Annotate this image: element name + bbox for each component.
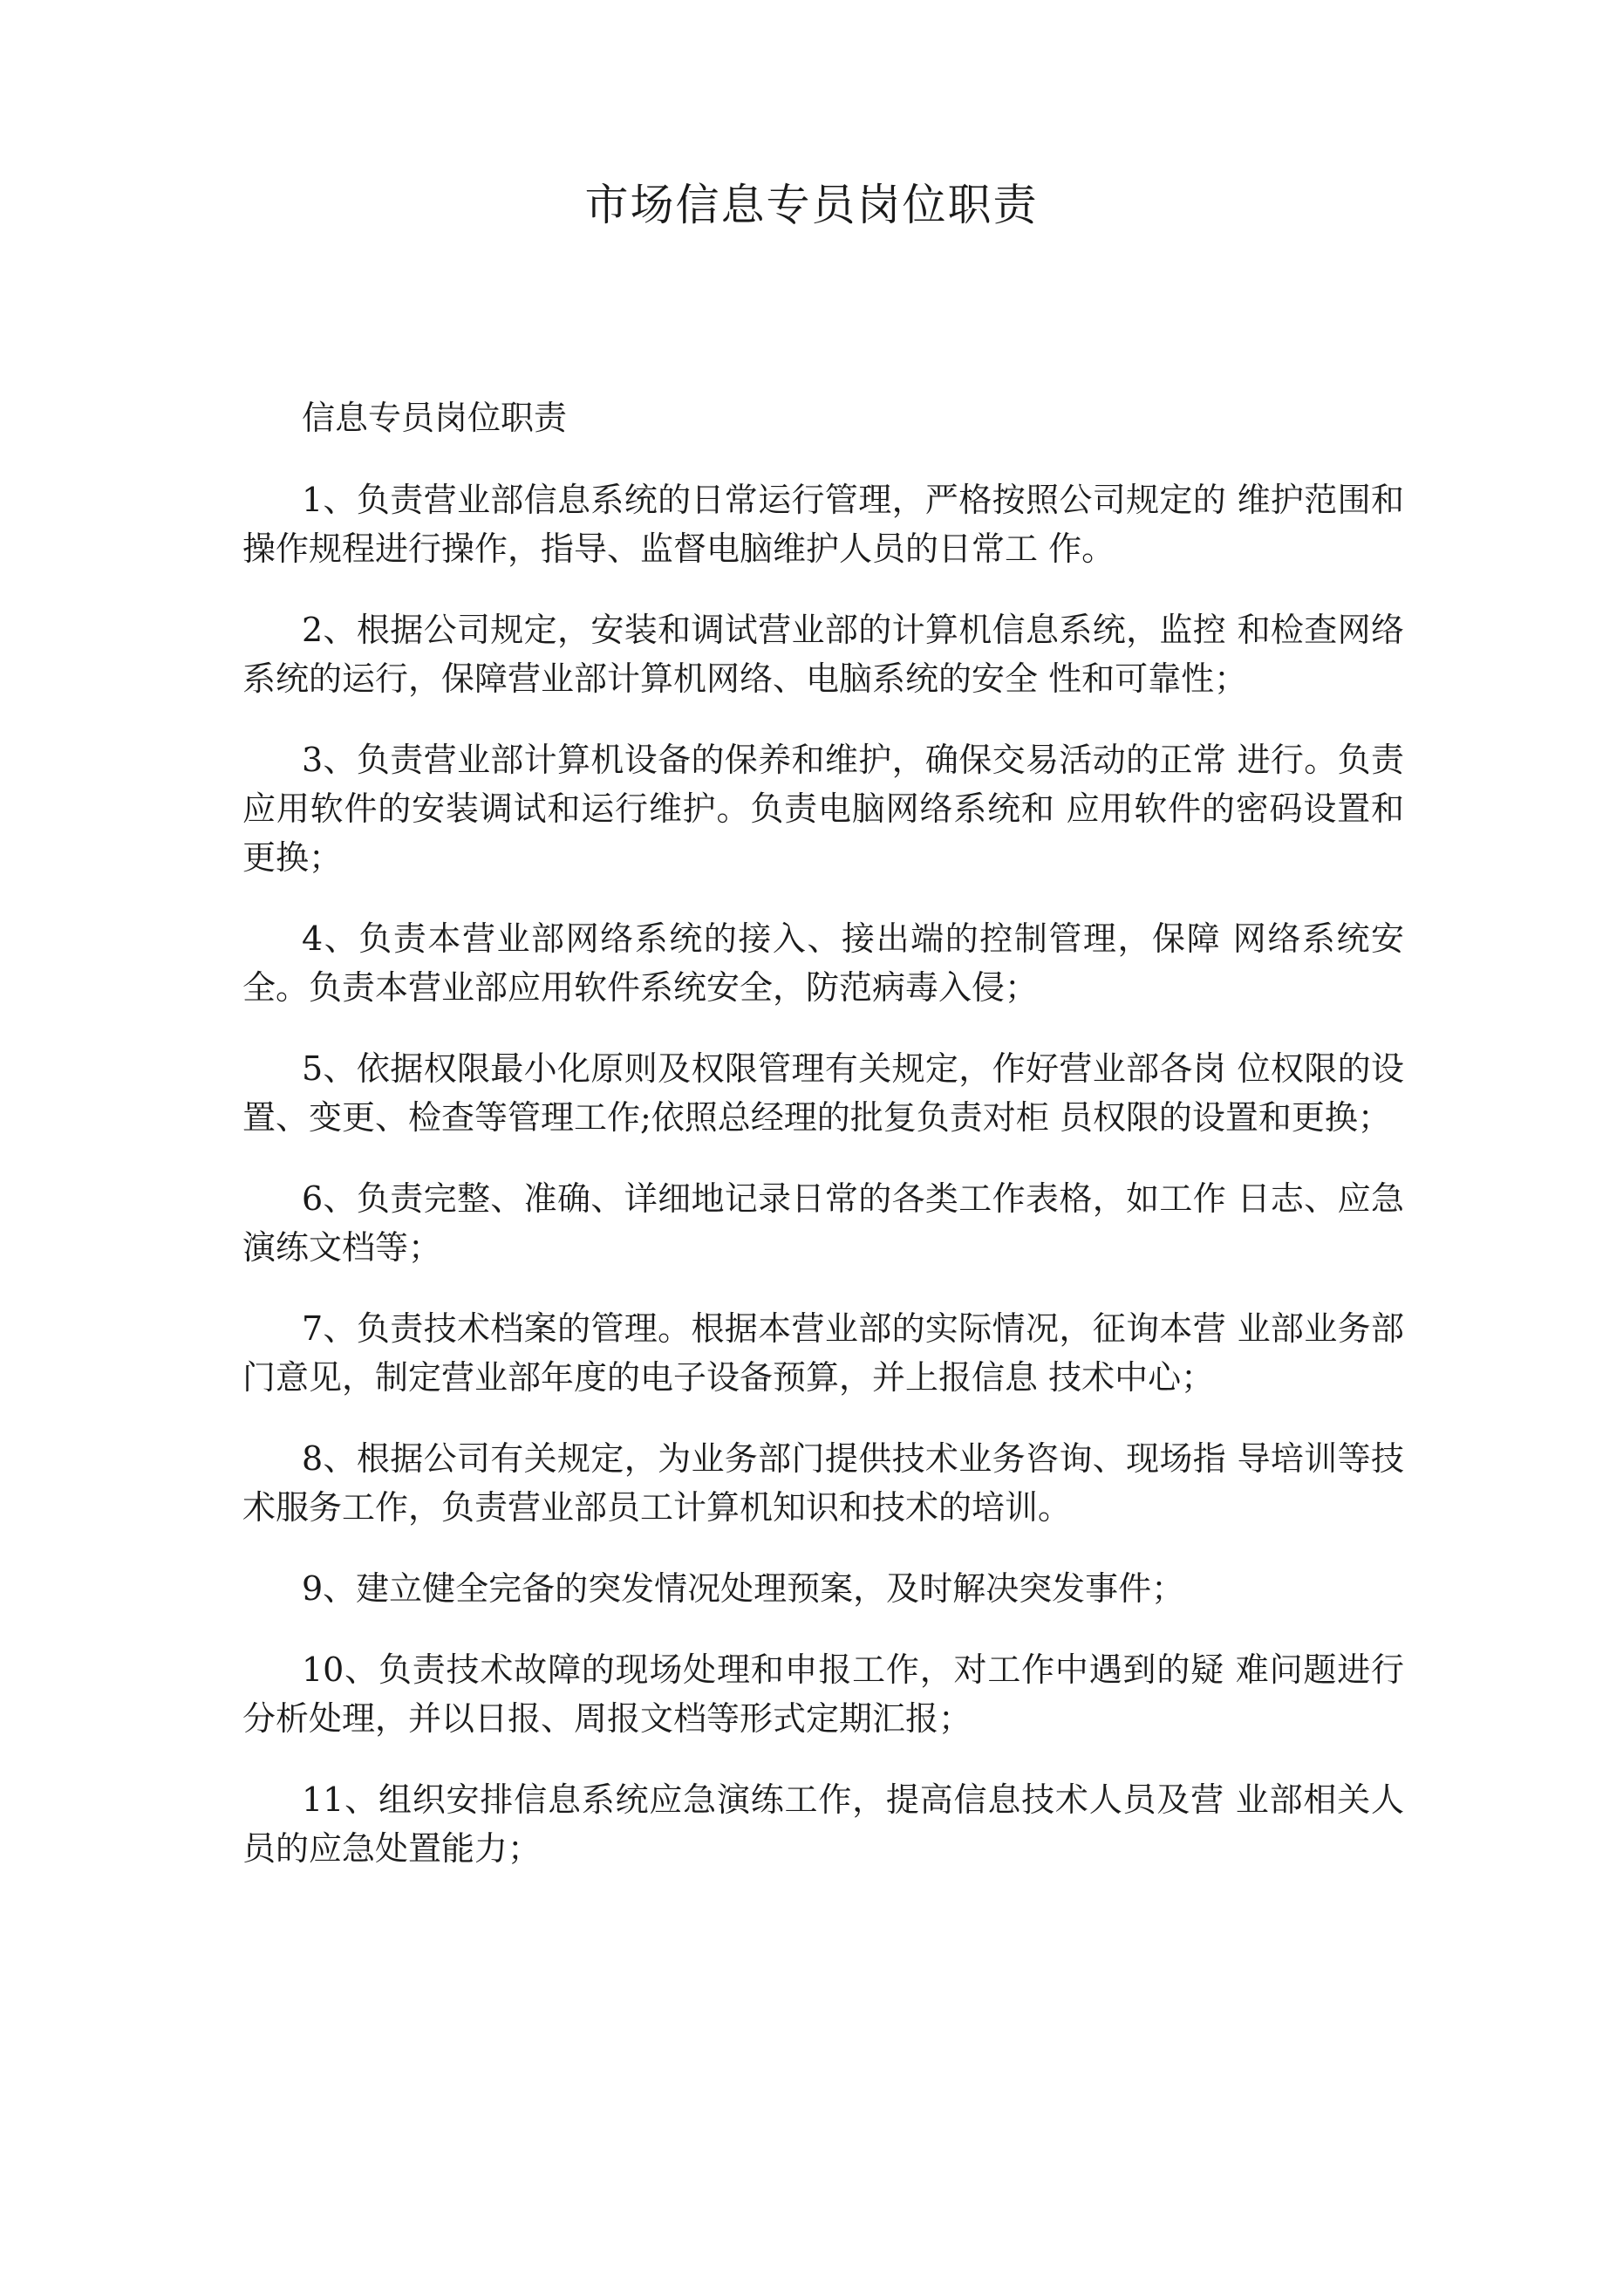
duty-item-6: 6、负责完整、准确、详细地记录日常的各类工作表格，如工作 日志、应急演练文档等； bbox=[242, 1179, 1404, 1267]
duty-item-10: 10、负责技术故障的现场处理和申报工作，对工作中遇到的疑 难问题进行分析处理，并以日报、周报文档等形式定期汇报； bbox=[242, 1650, 1404, 1738]
duty-item-7: 7、负责技术档案的管理。根据本营业部的实际情况，征询本营 业部业务部门意见，制定营业部年度的电子设备预算，并上报信息 技术中心； bbox=[242, 1309, 1404, 1397]
duty-item-4: 4、负责本营业部网络系统的接入、接出端的控制管理，保障 网络系统安全。负责本营业部应用软件系统安全，防范病毒入侵； bbox=[242, 919, 1404, 1007]
duty-item-8: 8、根据公司有关规定，为业务部门提供技术业务咨询、现场指 导培训等技术服务工作，负责营业部员工计算机知识和技术的培训。 bbox=[242, 1439, 1404, 1527]
duty-item-5: 5、依据权限最小化原则及权限管理有关规定，作好营业部各岗 位权限的设置、变更、检查等管理工作;依照总经理的批复负责对柜 员权限的设置和更换； bbox=[242, 1049, 1404, 1137]
section-heading: 信息专员岗位职责 bbox=[302, 399, 568, 437]
duty-item-9: 9、建立健全完备的突发情况处理预案，及时解决突发事件； bbox=[302, 1569, 1185, 1608]
document-title: 市场信息专员岗位职责 bbox=[584, 180, 1039, 230]
duty-item-1: 1、负责营业部信息系统的日常运行管理，严格按照公司规定的 维护范围和操作规程进行操作，指导、监督电脑维护人员的日常工 作。 bbox=[242, 481, 1404, 568]
duty-item-2: 2、根据公司规定，安装和调试营业部的计算机信息系统，监控 和检查网络系统的运行，保障营业部计算机网络、电脑系统的安全 性和可靠性； bbox=[242, 611, 1404, 698]
document-body bbox=[242, 393, 1404, 1905]
duty-item-3: 3、负责营业部计算机设备的保养和维护，确保交易活动的正常 进行。负责应用软件的安装调试和运行维护。负责电脑网络系统和 应用软件的密码设置和更换； bbox=[242, 741, 1404, 877]
duty-item-11: 11、组织安排信息系统应急演练工作，提高信息技术人员及营 业部相关人员的应急处置能力； bbox=[242, 1780, 1404, 1868]
